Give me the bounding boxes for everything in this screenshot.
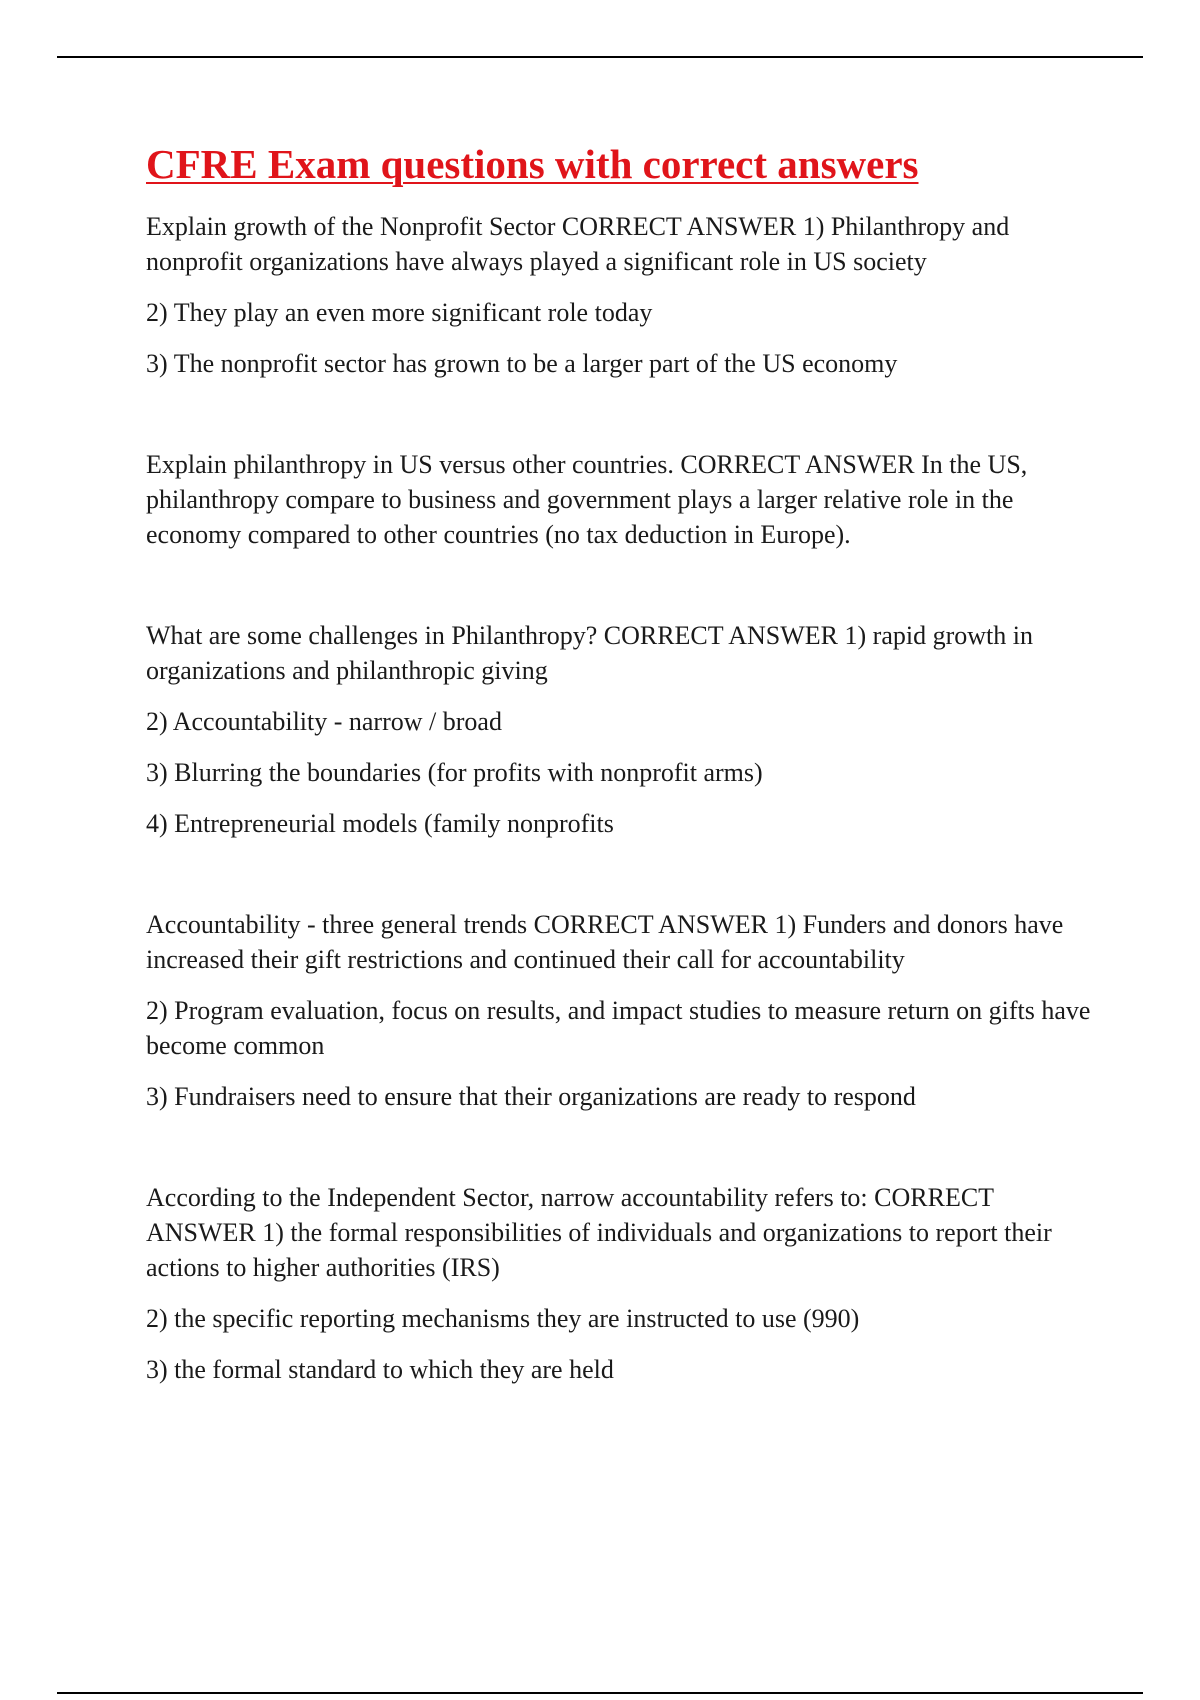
qa-paragraph: 3) the formal standard to which they are held — [146, 1355, 614, 1385]
qa-paragraph: Explain philanthropy in US versus other countries. CORRECT ANSWER In the US, philanthropy compare to business and government plays a larger relative role in the economy compared to other countries (no tax deduction in Europe). — [146, 450, 1028, 550]
qa-block-challenges-philanthropy — [146, 618, 1096, 841]
qa-block-narrow-accountability — [146, 1180, 1096, 1387]
qa-paragraph: 4) Entrepreneurial models (family nonprofits — [146, 809, 614, 839]
qa-block-accountability-trends — [146, 907, 1096, 1114]
qa-paragraph: 2) They play an even more significant role today — [146, 298, 653, 328]
qa-block-growth-nonprofit-sector — [146, 209, 1096, 381]
qa-paragraph: Accountability - three general trends CORRECT ANSWER 1) Funders and donors have increased their gift restrictions and continued their call for accountability — [146, 910, 1064, 975]
qa-paragraph: 3) The nonprofit sector has grown to be a larger part of the US economy — [146, 349, 898, 379]
header-rule — [57, 56, 1143, 58]
qa-paragraph: 3) Fundraisers need to ensure that their organizations are ready to respond — [146, 1082, 916, 1112]
qa-paragraph: 2) Accountability - narrow / broad — [146, 707, 502, 737]
qa-paragraph: 2) Program evaluation, focus on results, and impact studies to measure return on gifts have become common — [146, 996, 1091, 1061]
qa-paragraph: According to the Independent Sector, narrow accountability refers to: CORRECT ANSWER 1) the formal responsibilities of individuals and organizations to report their actions to higher authorities (IRS) — [146, 1183, 1052, 1283]
qa-block-philanthropy-us-vs-other — [146, 447, 1096, 552]
document-title: CFRE Exam questions with correct answers — [146, 141, 919, 187]
footer-rule — [57, 1692, 1143, 1694]
qa-paragraph: 3) Blurring the boundaries (for profits with nonprofit arms) — [146, 758, 763, 788]
qa-paragraph: Explain growth of the Nonprofit Sector CORRECT ANSWER 1) Philanthropy and nonprofit organizations have always played a significant role in US society — [146, 212, 1010, 277]
document-body — [146, 140, 1096, 1453]
qa-paragraph: 2) the specific reporting mechanisms they are instructed to use (990) — [146, 1304, 860, 1334]
qa-paragraph: What are some challenges in Philanthropy? CORRECT ANSWER 1) rapid growth in organizations and philanthropic giving — [146, 621, 1033, 686]
